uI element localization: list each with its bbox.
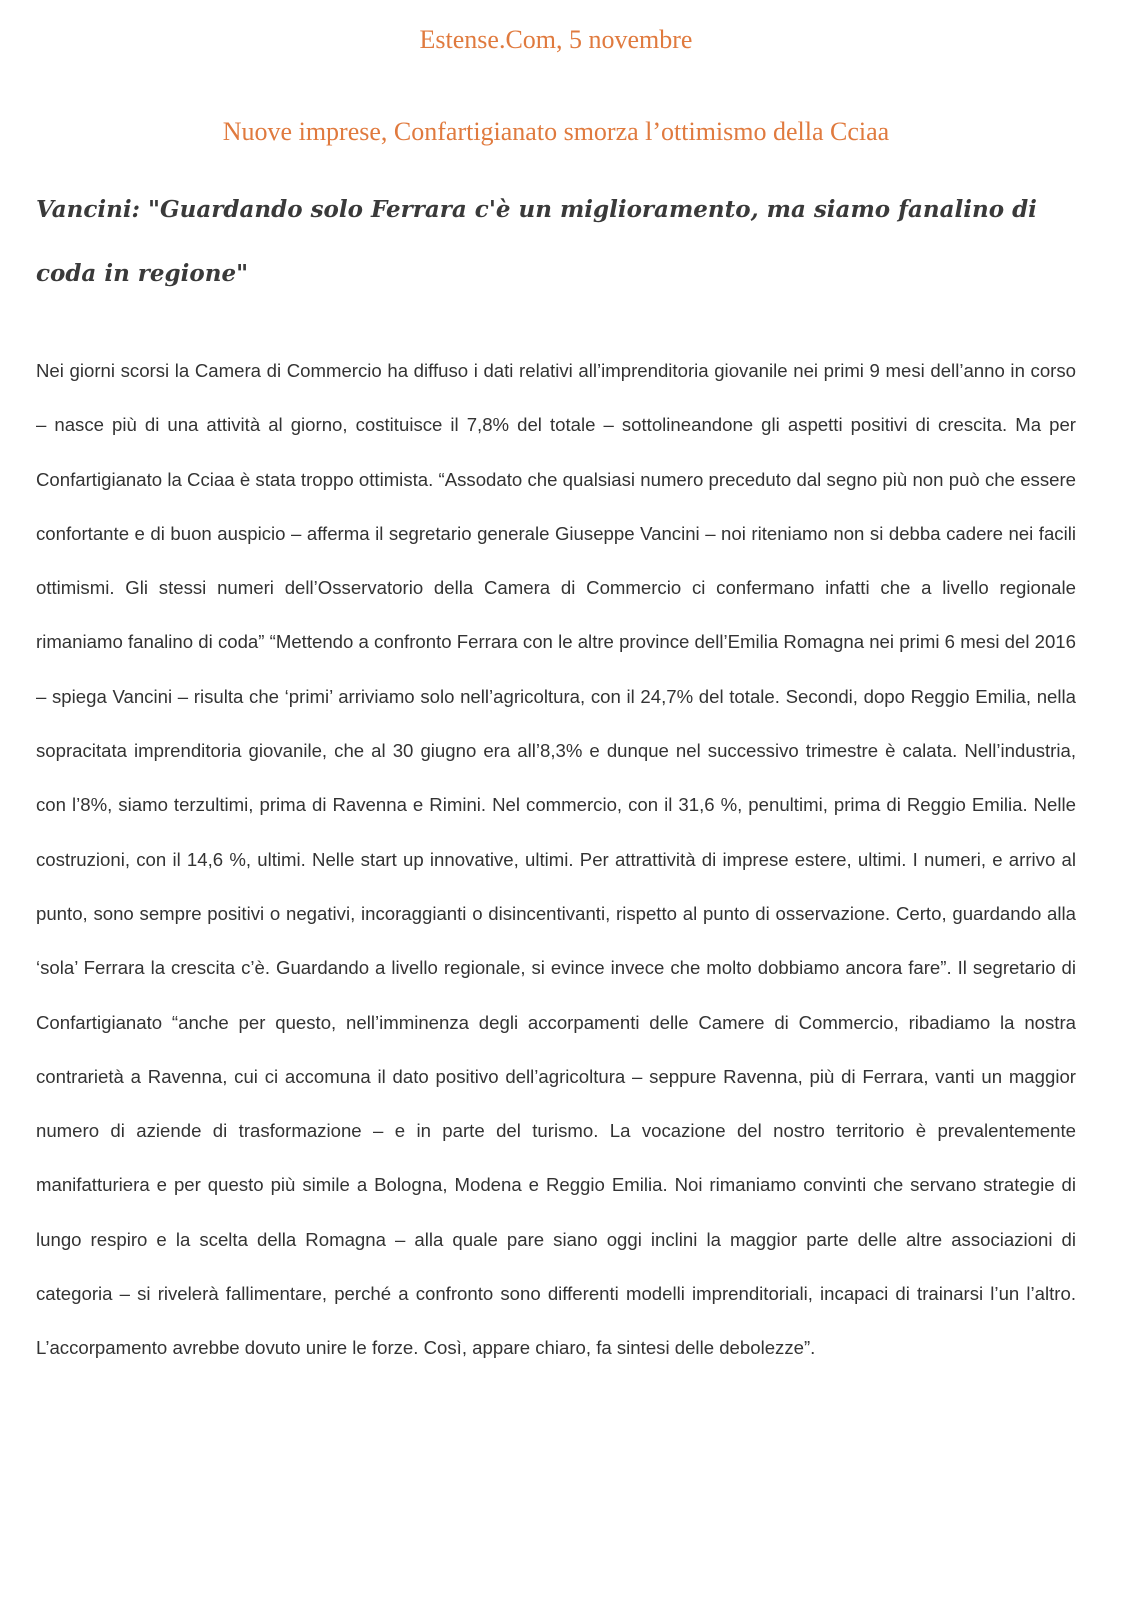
- source-line: Estense.Com, 5 novembre: [419, 25, 693, 54]
- article-headline: Nuove imprese, Confartigianato smorza l’ottimismo della Cciaa: [222, 117, 890, 146]
- article-subheadline: Vancini: "Guardando solo Ferrara c'è un miglioramento, ma siamo fanalino di coda in regione": [36, 196, 1037, 287]
- article-body: Nei giorni scorsi la Camera di Commercio ha diffuso i dati relativi all’imprenditoria giovanile nei primi 9 mesi dell’anno in corso – nasce più di una attività al giorno, costituisce il 7,8% del totale – sottolineandone gli aspetti positivi di crescita. Ma per Confartigianato la Cciaa è stata troppo ottimista. “Assodato che qualsiasi numero preceduto dal segno più non può che essere confortante e di buon auspicio – afferma il segretario generale Giuseppe Vancini – noi riteniamo non si debba cadere nei facili ottimismi. Gli stessi numeri dell’Osservatorio della Camera di Commercio ci confermano infatti che a livello regionale rimaniamo fanalino di coda” “Mettendo a confronto Ferrara con le altre province dell’Emilia Romagna nei primi 6 mesi del 2016 – spiega Vancini – risulta che ‘primi’ arriviamo solo nell’agricoltura, con il 24,7% del totale. Secondi, dopo Reggio Emilia, nella sopracitata imprenditoria giovanile, che al 30 giugno era all’8,3% e dunque nel successivo trimestre è calata. Nell’industria, con l’8%, siamo terzultimi, prima di Ravenna e Rimini. Nel commercio, con il 31,6 %, penultimi, prima di Reggio Emilia. Nelle costruzioni, con il 14,6 %, ultimi. Nelle start up innovative, ultimi. Per attrattività di imprese estere, ultimi. I numeri, e arrivo al punto, sono sempre positivi o negativi, incoraggianti o disincentivanti, rispetto al punto di osservazione. Certo, guardando alla ‘sola’ Ferrara la crescita c’è. Guardando a livello regionale, si evince invece che molto dobbiamo ancora fare”. Il segretario di Confartigianato “anche per questo, nell’imminenza degli accorpamenti delle Camere di Commercio, ribadiamo la nostra contrarietà a Ravenna, cui ci accomuna il dato positivo dell’agricoltura – seppure Ravenna, più di Ferrara, vanti un maggior numero di aziende di trasformazione – e in parte del turismo. La vocazione del nostro territorio è prevalentemente manifatturiera e per questo più simile a Bologna, Modena e Reggio Emilia. Noi rimaniamo convinti che servano strategie di lungo respiro e la scelta della Romagna – alla quale pare siano oggi inclini la maggior parte delle altre associazioni di categoria – si rivelerà fallimentare, perché a confronto sono differenti modelli imprenditoriali, incapaci di trainarsi l’un l’altro. L’accorpamento avrebbe dovuto unire le forze. Così, appare chiaro, fa sintesi delle debolezze”.: [36, 360, 1076, 1359]
